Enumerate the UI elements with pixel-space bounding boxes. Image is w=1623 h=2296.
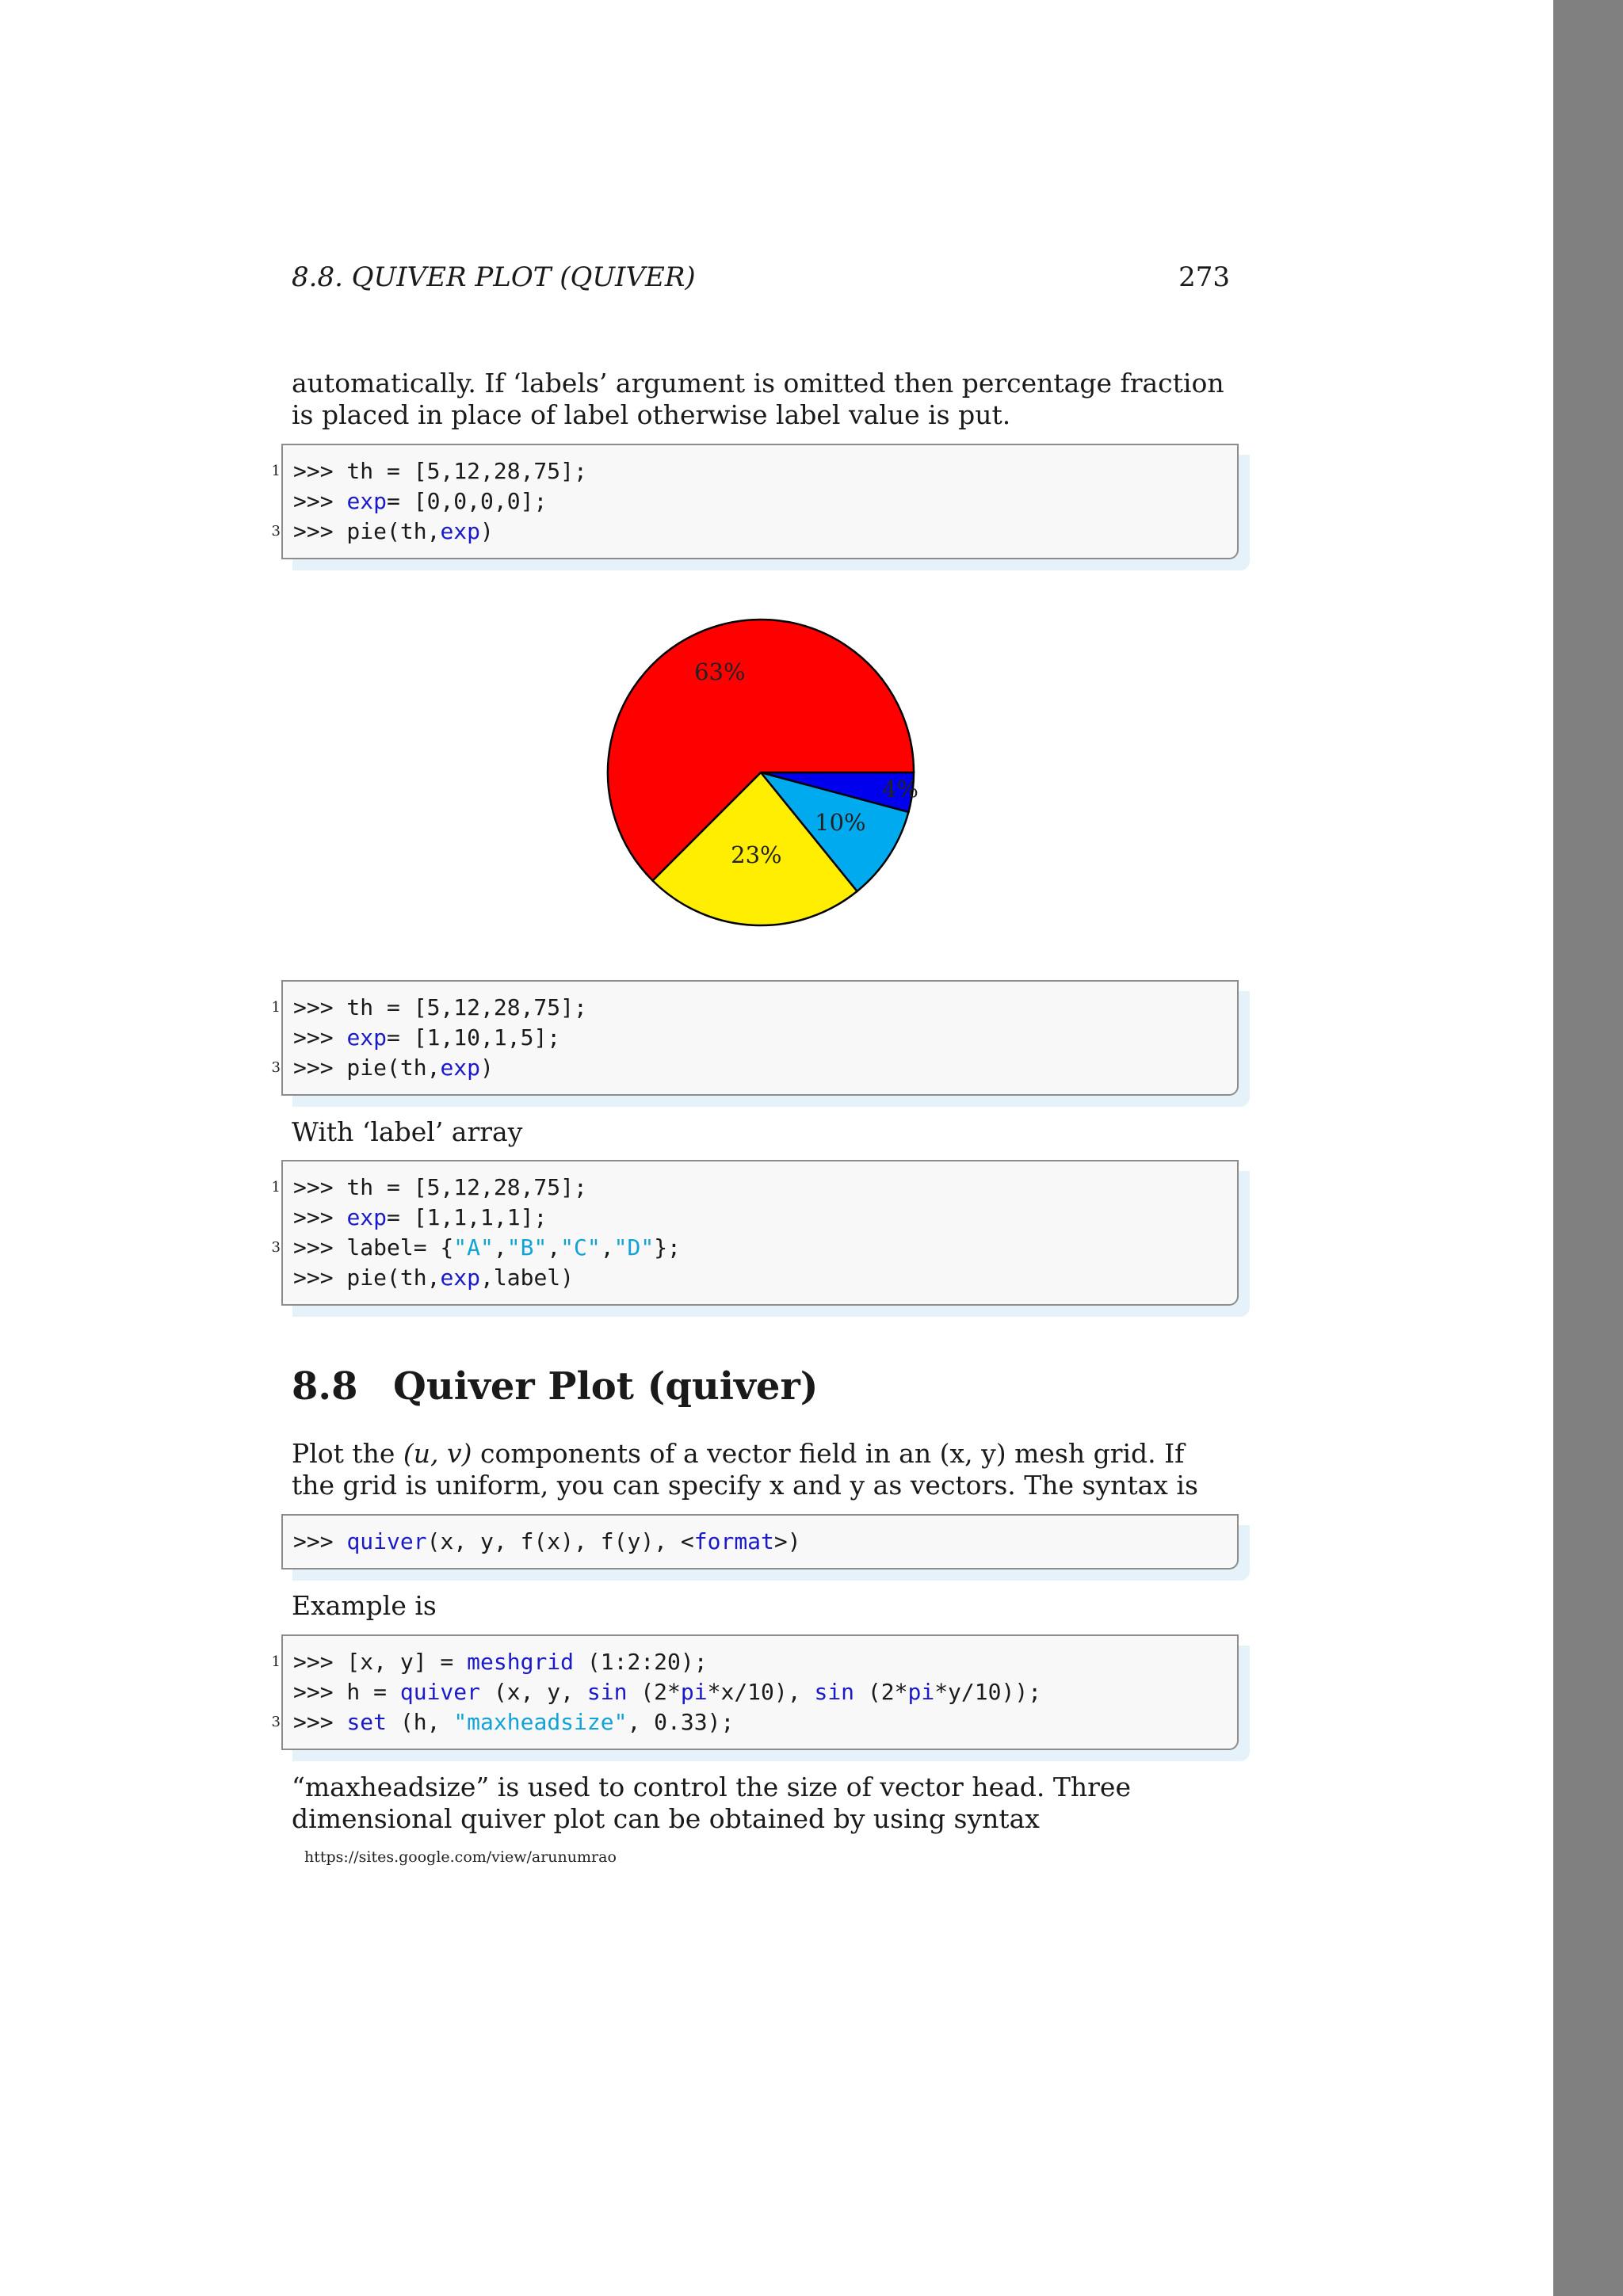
section-number: 8.8 xyxy=(292,1364,358,1409)
running-head xyxy=(292,261,1230,299)
code-string: "maxheadsize" xyxy=(453,1709,628,1735)
line-number: 1 xyxy=(271,463,281,479)
code-keyword: exp xyxy=(440,518,481,544)
footer-url: https://sites.google.com/view/arunumrao xyxy=(304,1848,617,1866)
code-text: (x, y, xyxy=(480,1679,587,1705)
code-text: >>> label= { xyxy=(293,1234,454,1261)
code-block-1[interactable] xyxy=(271,444,1239,559)
code-text: , xyxy=(493,1234,507,1261)
code-text: >>> xyxy=(293,488,347,514)
closing-paragraph: “maxheadsize” is used to control the size of vector head. Three dimensional quiver plot can be obtained by using syntax xyxy=(292,1772,1131,1834)
line-number: 1 xyxy=(271,999,281,1016)
quiver-intro-paragraph xyxy=(292,1438,1230,1501)
code-line xyxy=(271,517,1226,547)
code-text: >>> xyxy=(293,1024,347,1051)
code-keyword: sin xyxy=(586,1679,628,1705)
code-text: >>> pie(th, xyxy=(293,1264,441,1291)
code-block-example[interactable] xyxy=(271,1634,1239,1750)
code-text: >) xyxy=(773,1528,801,1554)
pie-slice-label: 4% xyxy=(881,776,919,803)
code-text: (2* xyxy=(627,1679,681,1705)
quiver-text-before: Plot the xyxy=(292,1438,403,1469)
code-line xyxy=(271,1647,1226,1677)
code-line xyxy=(271,1707,1226,1737)
page-side-bar xyxy=(1553,0,1623,2296)
code-text: (2* xyxy=(854,1679,908,1705)
code-text: >>> th = [5,12,28,75]; xyxy=(293,994,587,1020)
intro-paragraph: automatically. If ‘labels’ argument is omitted then percentage fraction is placed in place of label otherwise label value is put. xyxy=(292,368,1224,430)
code-keyword: exp xyxy=(440,1264,481,1291)
code-text: = [0,0,0,0]; xyxy=(387,488,548,514)
code-keyword: pi xyxy=(680,1679,708,1705)
code-string: "A" xyxy=(453,1234,494,1261)
code-keyword: set xyxy=(346,1709,388,1735)
quiver-text-after: components of a vector field in an (x, y) mesh grid. If the grid is uniform, you can specify x and y as vectors. The syntax is xyxy=(292,1438,1198,1501)
code-text: , 0.33); xyxy=(627,1709,735,1735)
code-line xyxy=(293,1677,1226,1707)
line-number: 1 xyxy=(271,1179,281,1196)
code-line xyxy=(271,1173,1226,1203)
code-keyword: meshgrid xyxy=(467,1649,575,1675)
uv-math: (u, v) xyxy=(403,1438,472,1469)
pie-slices xyxy=(608,620,914,925)
code-text: >>> th = [5,12,28,75]; xyxy=(293,1174,587,1200)
code-text: >>> pie(th, xyxy=(293,518,441,544)
line-number: 3 xyxy=(271,1714,281,1730)
code-text: >>> xyxy=(293,1528,347,1554)
code-keyword: exp xyxy=(346,1024,388,1051)
code-keyword: exp xyxy=(440,1055,481,1081)
code-line xyxy=(271,456,1226,486)
code-string: "B" xyxy=(506,1234,548,1261)
code-block-2[interactable] xyxy=(271,980,1239,1096)
code-text: (1:2:20); xyxy=(574,1649,708,1675)
code-text: ,label) xyxy=(480,1264,575,1291)
code-keyword: quiver xyxy=(346,1528,427,1554)
code-line xyxy=(293,1203,1226,1233)
code-text: >>> pie(th, xyxy=(293,1055,441,1081)
page-number: 273 xyxy=(1178,261,1230,293)
code-keyword: sin xyxy=(814,1679,855,1705)
code-line xyxy=(271,993,1226,1023)
pie-slice-label: 23% xyxy=(731,841,782,868)
code-line xyxy=(293,1023,1226,1053)
code-text: *y/10)); xyxy=(934,1679,1042,1705)
code-string: "D" xyxy=(613,1234,655,1261)
code-text: >>> th = [5,12,28,75]; xyxy=(293,458,587,484)
code-line xyxy=(271,1053,1226,1083)
code-text: = [1,1,1,1]; xyxy=(387,1204,548,1230)
pie-chart xyxy=(586,602,935,951)
code-text: , xyxy=(600,1234,614,1261)
section-heading xyxy=(292,1364,818,1409)
code-text: *x/10), xyxy=(707,1679,815,1705)
code-block-3[interactable] xyxy=(271,1160,1239,1306)
pie-slice-label: 63% xyxy=(694,658,746,686)
label-array-paragraph: With ‘label’ array xyxy=(292,1116,523,1147)
line-number: 3 xyxy=(271,1239,281,1256)
code-keyword: quiver xyxy=(399,1679,481,1705)
example-paragraph: Example is xyxy=(292,1590,437,1621)
code-text: , xyxy=(547,1234,561,1261)
code-text: = [1,10,1,5]; xyxy=(387,1024,561,1051)
code-string: "C" xyxy=(560,1234,601,1261)
code-keyword: pi xyxy=(907,1679,935,1705)
code-text: (x, y, f(x), f(y), < xyxy=(426,1528,694,1554)
code-text: (h, xyxy=(387,1709,454,1735)
code-text: ) xyxy=(480,1055,494,1081)
line-number: 3 xyxy=(271,523,281,540)
code-line xyxy=(293,486,1226,517)
section-title: Quiver Plot (quiver) xyxy=(393,1364,819,1409)
running-head-title: 8.8. QUIVER PLOT (QUIVER) xyxy=(292,261,696,293)
code-line xyxy=(293,1527,1226,1557)
pie-slice-label: 10% xyxy=(815,809,866,837)
line-number: 1 xyxy=(271,1653,281,1670)
code-text: >>> [x, y] = xyxy=(293,1649,468,1675)
code-text: >>> xyxy=(293,1204,347,1230)
code-keyword: exp xyxy=(346,1204,388,1230)
code-line xyxy=(293,1263,1226,1293)
code-keyword: exp xyxy=(346,488,388,514)
code-block-syntax[interactable] xyxy=(281,1514,1239,1569)
code-text: }; xyxy=(654,1234,681,1261)
code-text: >>> h = xyxy=(293,1679,400,1705)
code-line xyxy=(271,1233,1226,1263)
code-text: ) xyxy=(480,518,494,544)
line-number: 3 xyxy=(271,1059,281,1076)
code-keyword: format xyxy=(693,1528,774,1554)
code-text: >>> xyxy=(293,1709,347,1735)
